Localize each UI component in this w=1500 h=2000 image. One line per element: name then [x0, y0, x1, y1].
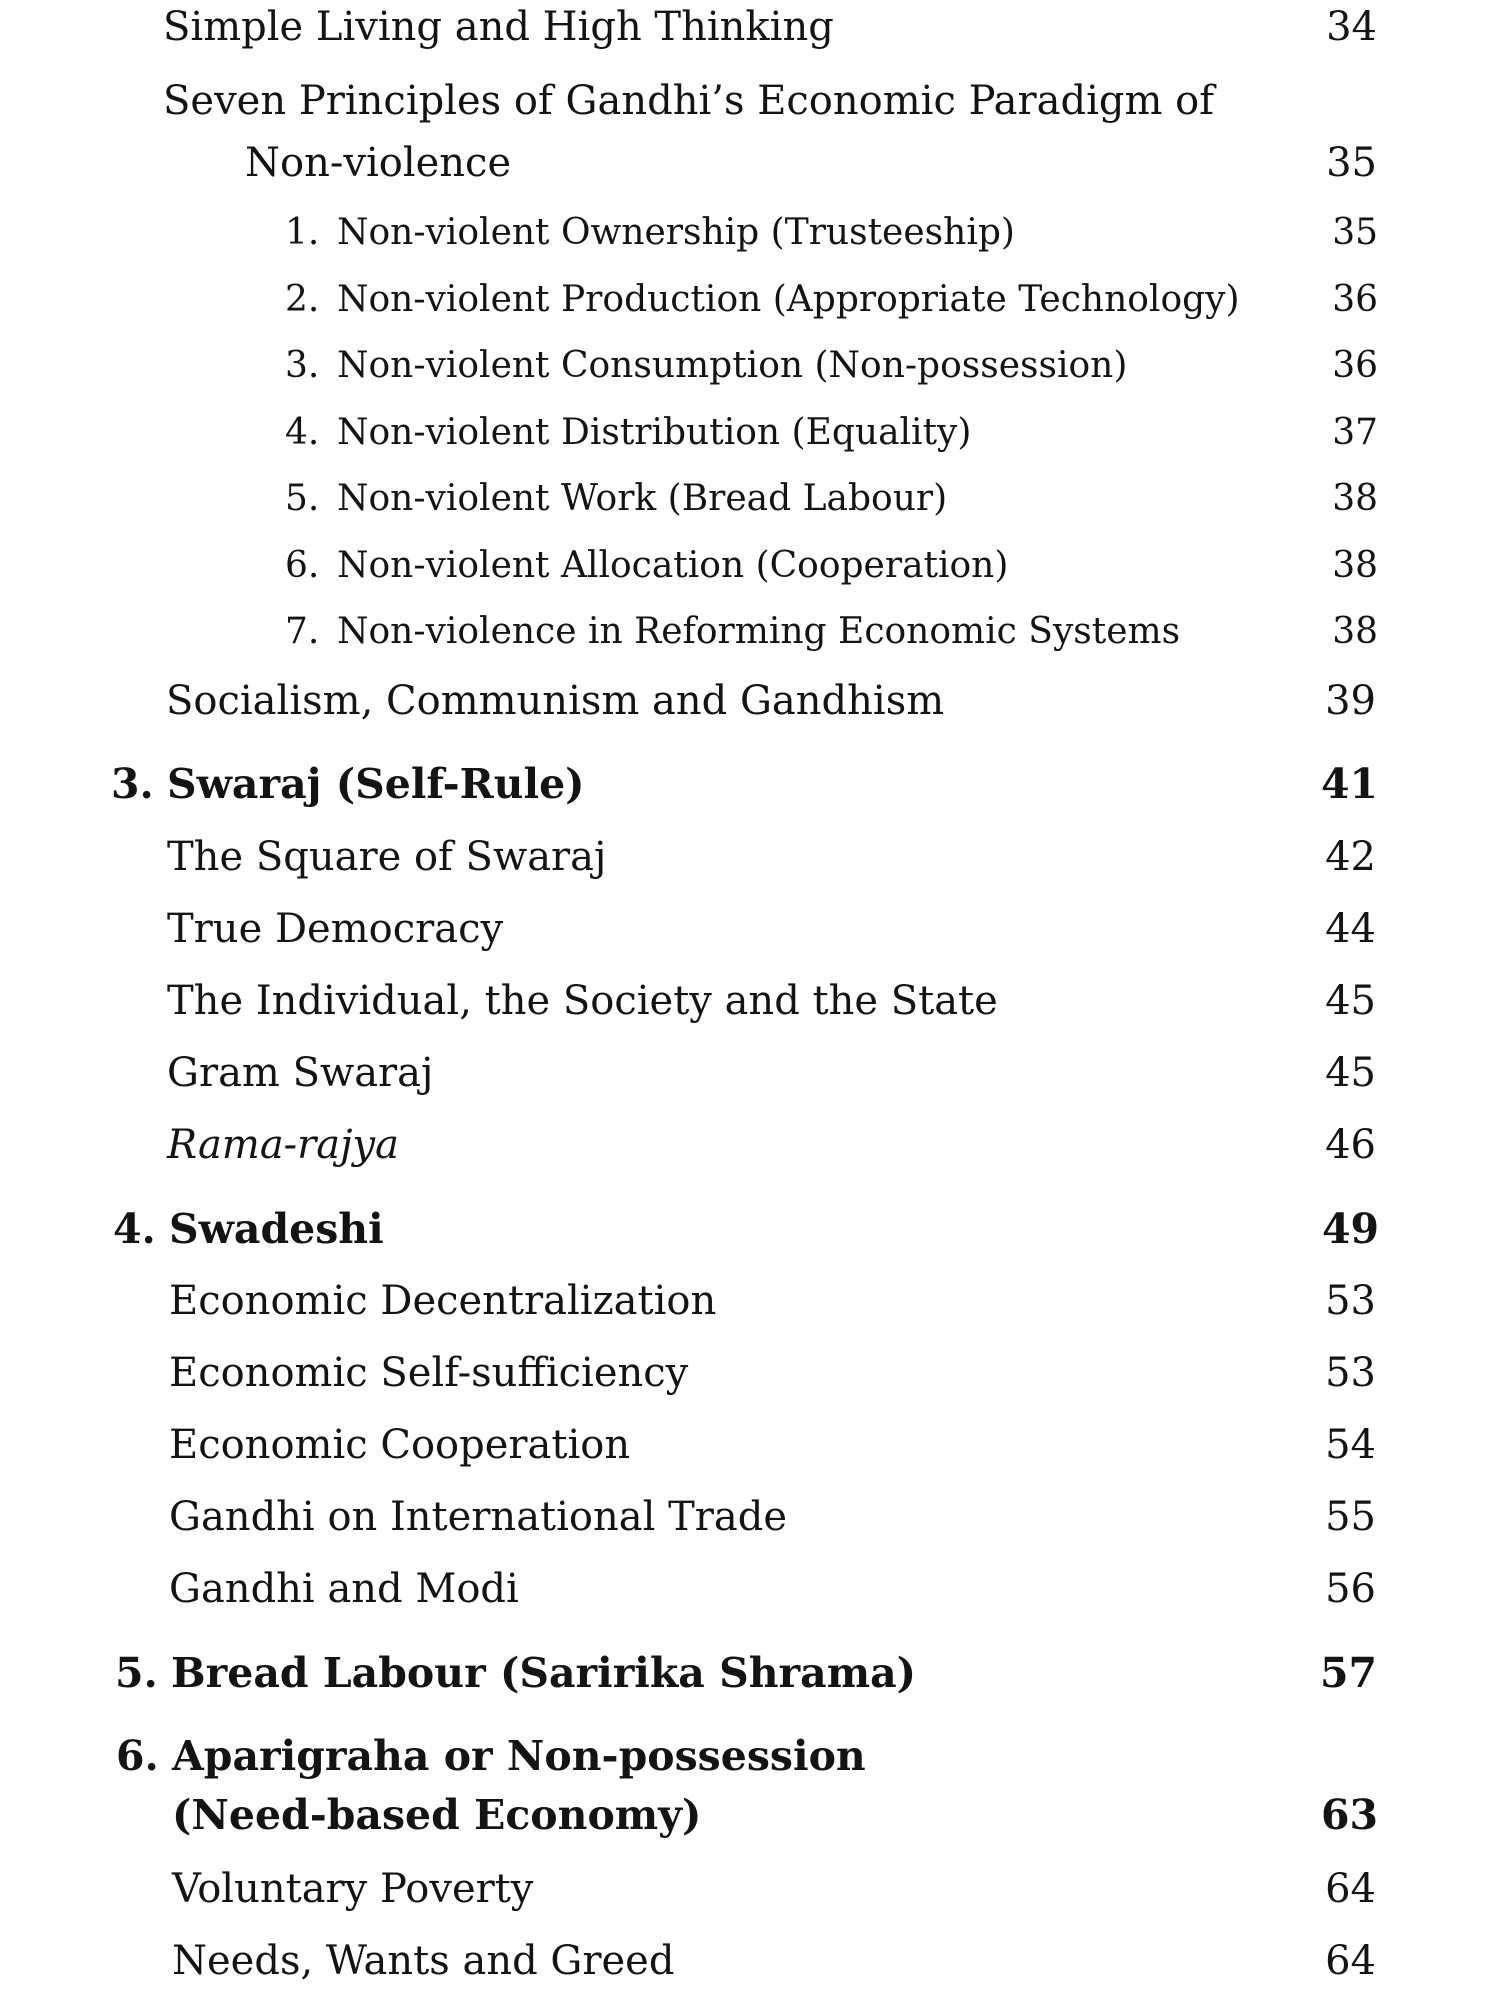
- subentry-label: [285, 611, 1180, 652]
- entry-page-number: 38: [1332, 545, 1378, 586]
- subentry-title: Non-violent Production (Appropriate Technology): [337, 279, 1240, 320]
- subentry-number: 7.: [285, 611, 320, 652]
- subentry-number: 2.: [285, 279, 320, 320]
- subentry-number: 4.: [285, 412, 320, 453]
- subentry-label: [285, 279, 1240, 320]
- entry-title: Rama-rajya: [167, 1122, 399, 1168]
- subentry-label: [285, 478, 947, 519]
- subentry-number: 5.: [285, 478, 320, 519]
- entry-page-number: 34: [1326, 4, 1377, 50]
- entry-title: Economic Decentralization: [169, 1278, 717, 1324]
- entry-title: Simple Living and High Thinking: [163, 4, 834, 50]
- subentry-title: Non-violent Distribution (Equality): [337, 412, 972, 453]
- subentry-title: Non-violent Consumption (Non-possession): [337, 345, 1128, 386]
- chapter-title: Bread Labour (Saririka Shrama): [171, 1649, 917, 1697]
- subentry-number: 3.: [285, 345, 320, 386]
- chapter-number: 5.: [115, 1649, 158, 1697]
- subentry-label: [285, 212, 1015, 253]
- chapter-page-number: 49: [1321, 1205, 1379, 1253]
- chapter-heading: [116, 1732, 866, 1780]
- chapter-title-line-2: (Need-based Economy): [172, 1791, 702, 1839]
- subentry-title: Non-violent Ownership (Trusteeship): [337, 212, 1015, 253]
- entry-page-number: 54: [1325, 1422, 1376, 1468]
- entry-title: Economic Self-sufficiency: [169, 1350, 689, 1396]
- entry-page-number: 39: [1325, 678, 1376, 724]
- subentry-title: Non-violent Allocation (Cooperation): [337, 545, 1009, 586]
- chapter-number: 6.: [116, 1732, 159, 1780]
- chapter-title: Swadeshi: [169, 1205, 384, 1253]
- entry-page-number: 36: [1332, 279, 1378, 320]
- entry-page-number: 36: [1332, 345, 1378, 386]
- entry-page-number: 37: [1332, 412, 1378, 453]
- subentry-number: 1.: [285, 212, 320, 253]
- entry-page-number: 45: [1325, 978, 1376, 1024]
- subentry-number: 6.: [285, 545, 320, 586]
- entry-title-line-1: Seven Principles of Gandhi’s Economic Paradigm of: [163, 78, 1215, 124]
- entry-page-number: 38: [1332, 478, 1378, 519]
- entry-page-number: 38: [1332, 611, 1378, 652]
- entry-page-number: 53: [1325, 1350, 1376, 1396]
- entry-page-number: 46: [1325, 1122, 1376, 1168]
- chapter-heading: [115, 1649, 916, 1697]
- subentry-label: [285, 345, 1127, 386]
- chapter-heading: [113, 1205, 384, 1253]
- entry-title: True Democracy: [167, 906, 504, 952]
- entry-page-number: 35: [1326, 140, 1377, 186]
- entry-page-number: 64: [1325, 1938, 1376, 1984]
- chapter-heading: [111, 760, 585, 808]
- entry-title-line-2: Non-violence: [245, 140, 512, 186]
- chapter-page-number: 63: [1320, 1791, 1378, 1839]
- chapter-number: 3.: [111, 760, 154, 808]
- entry-title: Voluntary Poverty: [172, 1866, 534, 1912]
- entry-title: The Square of Swaraj: [167, 834, 607, 880]
- chapter-page-number: 57: [1319, 1649, 1377, 1697]
- subentry-title: Non-violent Work (Bread Labour): [337, 478, 948, 519]
- chapter-number: 4.: [113, 1205, 156, 1253]
- subentry-label: [285, 545, 1008, 586]
- entry-title: The Individual, the Society and the State: [167, 978, 998, 1024]
- entry-title: Needs, Wants and Greed: [172, 1938, 675, 1984]
- subentry-label: [285, 412, 971, 453]
- entry-page-number: 45: [1325, 1050, 1376, 1096]
- entry-page-number: 35: [1332, 212, 1378, 253]
- subentry-title: Non-violence in Reforming Economic Systems: [337, 611, 1181, 652]
- chapter-title: Swaraj (Self-Rule): [167, 760, 585, 808]
- entry-page-number: 44: [1325, 906, 1376, 952]
- entry-title: Gram Swaraj: [167, 1050, 434, 1096]
- entry-page-number: 56: [1325, 1566, 1376, 1612]
- entry-title: Economic Cooperation: [169, 1422, 631, 1468]
- entry-title: Gandhi on International Trade: [169, 1494, 788, 1540]
- entry-title: Socialism, Communism and Gandhism: [166, 678, 945, 724]
- entry-page-number: 42: [1325, 834, 1376, 880]
- entry-page-number: 53: [1325, 1278, 1376, 1324]
- entry-page-number: 55: [1325, 1494, 1376, 1540]
- entry-page-number: 64: [1325, 1866, 1376, 1912]
- chapter-page-number: 41: [1320, 760, 1378, 808]
- entry-title: Gandhi and Modi: [169, 1566, 519, 1612]
- chapter-title-line-1: Aparigraha or Non-possession: [172, 1732, 866, 1780]
